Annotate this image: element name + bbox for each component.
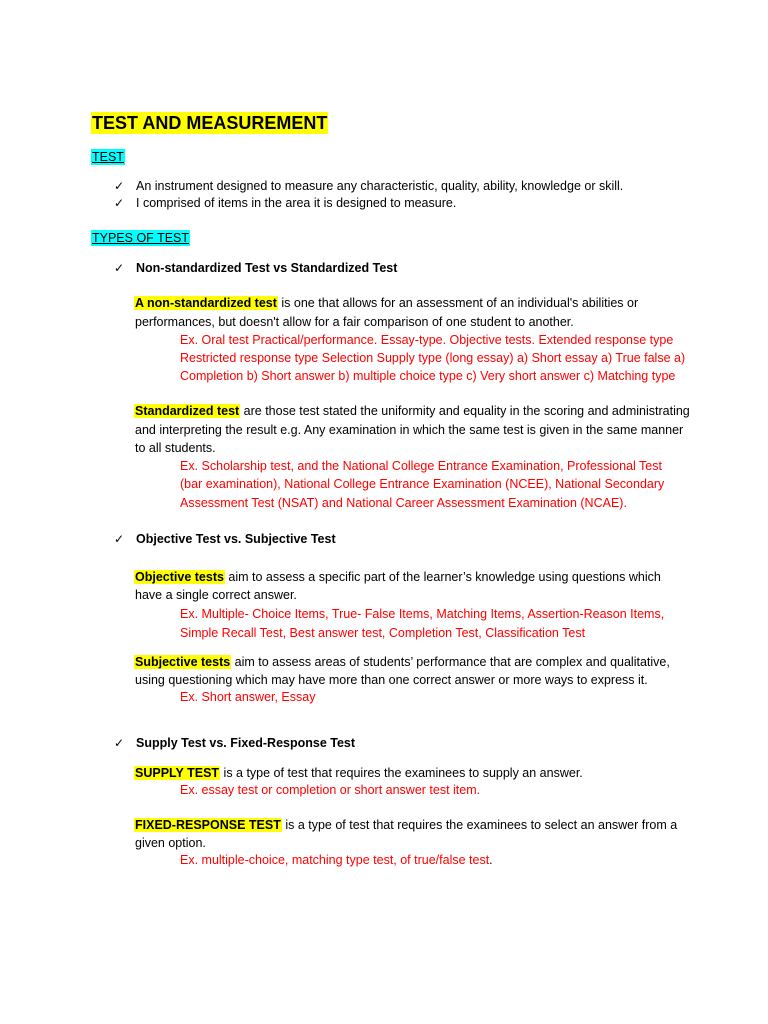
nonstandardized-definition-line2: performances, but doesn't allow for a fair comparison of one student to another. (135, 315, 574, 329)
check-icon: ✓ (114, 532, 125, 546)
term-subjective: Subjective tests (135, 655, 231, 669)
check-icon: ✓ (114, 179, 125, 193)
section-heading-types: TYPES OF TEST (92, 231, 190, 245)
supply-definition-line1: SUPPLY TEST is a type of test that requires the examinees to supply an answer. (135, 766, 583, 780)
fixed-definition-line2: given option. (135, 836, 206, 850)
check-icon: ✓ (114, 196, 125, 210)
term-objective: Objective tests (135, 570, 224, 584)
document-title: TEST AND MEASUREMENT (92, 113, 328, 133)
subjective-definition-line1: Subjective tests aim to assess areas of students’ performance that are complex and qualitative, (135, 655, 670, 669)
objective-definition-line2: have a single correct answer. (135, 588, 297, 602)
fixed-definition-line1: FIXED-RESPONSE TEST is a type of test that requires the examinees to select an answer from a (135, 818, 678, 832)
check-icon: ✓ (114, 261, 125, 275)
standardized-example-3: Assessment Test (NSAT) and National Career Assessment Examination (NCAE). (180, 496, 627, 510)
standardized-definition-line1: Standardized test are those test stated the uniformity and equality in the scoring and administrating (135, 404, 690, 418)
group-heading-nonstandardized: Non-standardized Test vs Standardized Test (136, 261, 398, 275)
standardized-definition-line2: and interpreting the result e.g. Any examination in which the same test is given in the same manner (135, 423, 684, 437)
objective-example-2: Simple Recall Test, Best answer test, Completion Test, Classification Test (180, 626, 586, 640)
objective-definition-line1: Objective tests aim to assess a specific part of the learner’s knowledge using questions which (135, 570, 661, 584)
term-supply: SUPPLY TEST (135, 766, 220, 780)
section-heading-test: TEST (92, 150, 124, 164)
standardized-example-2: (bar examination), National College Entrance Examination (NCEE), National Secondary (180, 477, 665, 491)
term-standardized: Standardized test (135, 404, 240, 418)
nonstandardized-example-3: Completion b) Short answer b) multiple choice type c) Very short answer c) Matching type (180, 369, 676, 383)
objective-example-1: Ex. Multiple- Choice Items, True- False Items, Matching Items, Assertion-Reason Items, (180, 607, 665, 621)
nonstandardized-definition-line1: A non-standardized test is one that allows for an assessment of an individual's abilities or (135, 296, 639, 310)
nonstandardized-example-1: Ex. Oral test Practical/performance. Essay-type. Objective tests. Extended response type (180, 333, 674, 347)
group-heading-supply: Supply Test vs. Fixed-Response Test (136, 736, 356, 750)
supply-example-1: Ex. essay test or completion or short answer test item. (180, 783, 481, 797)
term-fixed-response: FIXED-RESPONSE TEST (135, 818, 281, 832)
standardized-example-1: Ex. Scholarship test, and the National College Entrance Examination, Professional Test (180, 459, 662, 473)
fixed-example-1: Ex. multiple-choice, matching type test, of true/false test. (180, 853, 493, 867)
standardized-definition-line3: to all students. (135, 441, 216, 455)
nonstandardized-example-2: Restricted response type Selection Supply type (long essay) a) Short essay a) True false a) (180, 351, 686, 365)
test-bullet-2: I comprised of items in the area it is designed to measure. (136, 196, 457, 210)
subjective-definition-line2: using questioning which may have more than one correct answer or more ways to express it. (135, 673, 648, 687)
check-icon: ✓ (114, 736, 125, 750)
test-bullet-1: An instrument designed to measure any characteristic, quality, ability, knowledge or skill. (136, 179, 624, 193)
group-heading-objective: Objective Test vs. Subjective Test (136, 532, 336, 546)
term-nonstandardized: A non-standardized test (135, 296, 277, 310)
subjective-example-1: Ex. Short answer, Essay (180, 690, 316, 704)
